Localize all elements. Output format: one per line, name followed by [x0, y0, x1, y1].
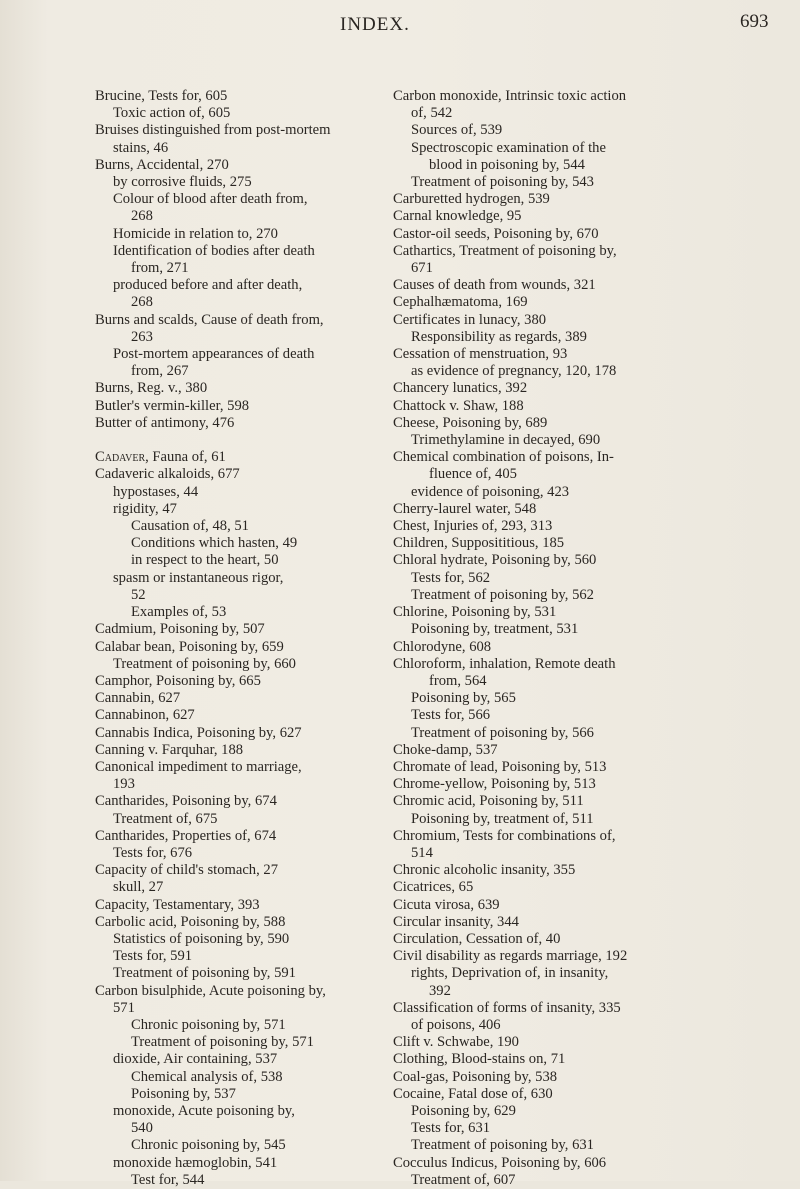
- index-subentry: in respect to the heart, 50: [131, 552, 279, 569]
- index-entry: Civil disability as regards marriage, 192: [393, 948, 628, 965]
- index-subentry: as evidence of pregnancy, 120, 178: [411, 363, 617, 380]
- index-subentry: Trimethylamine in decayed, 690: [411, 432, 601, 449]
- index-subentry: 268: [131, 208, 153, 225]
- index-subentry: Treatment of poisoning by, 631: [411, 1137, 594, 1154]
- index-entry: Chrome-yellow, Poisoning by, 513: [393, 776, 596, 793]
- index-subentry: Treatment of poisoning by, 660: [113, 655, 296, 672]
- index-subentry: monoxide hæmoglobin, 541: [113, 1154, 278, 1171]
- index-entry: Certificates in lunacy, 380: [393, 311, 547, 328]
- index-entry: Chromate of lead, Poisoning by, 513: [393, 758, 607, 775]
- index-subentry: Toxic action of, 605: [113, 105, 231, 122]
- index-entry: Circulation, Cessation of, 40: [393, 930, 561, 947]
- index-entry: Cicuta virosa, 639: [393, 896, 500, 913]
- index-subentry: Treatment of poisoning by, 562: [411, 586, 594, 603]
- index-subentry: Treatment of, 607: [411, 1171, 516, 1188]
- index-subentry: 671: [411, 260, 433, 277]
- index-entry: Burns and scalds, Cause of death from,: [95, 311, 324, 328]
- index-entry: Castor-oil seeds, Poisoning by, 670: [393, 225, 599, 242]
- index-subentry: skull, 27: [113, 879, 164, 896]
- index-entry: Chancery lunatics, 392: [393, 380, 528, 397]
- index-subentry: Colour of blood after death from,: [113, 191, 308, 208]
- index-entry: Burns, Reg. v., 380: [95, 380, 208, 397]
- index-entry: Calabar bean, Poisoning by, 659: [95, 638, 284, 655]
- index-entry: Circular insanity, 344: [393, 913, 519, 930]
- index-entry: Chronic alcoholic insanity, 355: [393, 862, 576, 879]
- index-subentry: from, 267: [131, 363, 189, 380]
- index-subentry: Chronic poisoning by, 545: [131, 1137, 286, 1154]
- page-header: [0, 10, 800, 50]
- index-entry: Choke-damp, 537: [393, 741, 498, 758]
- index-entry: Carbon monoxide, Intrinsic toxic action: [393, 88, 627, 104]
- running-title: INDEX.: [340, 14, 410, 35]
- index-entry: Cocculus Indicus, Poisoning by, 606: [393, 1154, 607, 1171]
- index-subentry: Tests for, 676: [113, 844, 193, 861]
- index-subentry: Examples of, 53: [131, 604, 227, 621]
- index-entry: Canonical impediment to marriage,: [95, 758, 302, 775]
- index-entry: Cantharides, Properties of, 674: [95, 827, 277, 844]
- index-entry: Cannabis Indica, Poisoning by, 627: [95, 724, 302, 741]
- index-subentry: 514: [411, 844, 433, 861]
- index-entry: Chloral hydrate, Poisoning by, 560: [393, 552, 597, 569]
- index-entry: Cherry-laurel water, 548: [393, 500, 537, 517]
- index-subentry: 571: [113, 999, 135, 1016]
- index-subentry: Spectroscopic examination of the: [411, 139, 606, 156]
- index-entry: [95, 432, 383, 449]
- index-subentry: Chronic poisoning by, 571: [131, 1016, 286, 1033]
- index-entry: Chloroform, inhalation, Remote death: [393, 655, 616, 672]
- index-subentry: Poisoning by, 537: [131, 1085, 236, 1102]
- index-subentry: from, 271: [131, 260, 189, 277]
- index-subentry: Conditions which hasten, 49: [131, 535, 298, 552]
- index-subentry: dioxide, Air containing, 537: [113, 1051, 278, 1068]
- index-subentry: Test for, 544: [131, 1171, 205, 1188]
- index-entry: Coal-gas, Poisoning by, 538: [393, 1068, 558, 1085]
- index-entry: Cannabinon, 627: [95, 707, 195, 724]
- index-entry: Capacity of child's stomach, 27: [95, 862, 278, 879]
- index-entry: Cicatrices, 65: [393, 879, 474, 896]
- index-subentry: Poisoning by, treatment, 531: [411, 621, 579, 638]
- index-entry: Cessation of menstruation, 93: [393, 346, 568, 363]
- index-subentry: rigidity, 47: [113, 500, 177, 517]
- index-subentry: Homicide in relation to, 270: [113, 225, 278, 242]
- index-subentry: Tests for, 631: [411, 1120, 491, 1137]
- index-entry: Carnal knowledge, 95: [393, 208, 522, 225]
- index-subentry: stains, 46: [113, 139, 169, 156]
- index-entry: Children, Supposititious, 185: [393, 535, 565, 552]
- index-entry: Causes of death from wounds, 321: [393, 277, 596, 294]
- index-subentry: 392: [429, 982, 451, 999]
- index-subentry: blood in poisoning by, 544: [429, 156, 585, 173]
- index-subentry: of, 542: [411, 105, 453, 122]
- index-subentry: monoxide, Acute poisoning by,: [113, 1102, 295, 1119]
- index-subentry: Treatment of poisoning by, 543: [411, 174, 594, 191]
- index-entry: Canning v. Farquhar, 188: [95, 741, 244, 758]
- index-entry: Cheese, Poisoning by, 689: [393, 414, 548, 431]
- index-entry: Cadmium, Poisoning by, 507: [95, 621, 265, 638]
- index-entry: Clift v. Schwabe, 190: [393, 1034, 519, 1051]
- index-entry: Clothing, Blood-stains on, 71: [393, 1051, 566, 1068]
- index-entry: Brucine, Tests for, 605: [95, 88, 228, 104]
- index-subentry: produced before and after death,: [113, 277, 303, 294]
- index-entry: Classification of forms of insanity, 335: [393, 999, 621, 1016]
- section-heading-word: Cadaver: [95, 449, 146, 466]
- index-subentry: Poisoning by, 565: [411, 690, 516, 707]
- index-subentry: 52: [131, 586, 146, 603]
- index-entry: Burns, Accidental, 270: [95, 156, 229, 173]
- index-entry: Chromium, Tests for combinations of,: [393, 827, 616, 844]
- index-entry: Cadaver, Fauna of, 61: [95, 449, 226, 466]
- index-column-left: [95, 88, 383, 1189]
- index-entry: Chlorodyne, 608: [393, 638, 492, 655]
- index-entry: Butter of antimony, 476: [95, 414, 235, 431]
- index-subentry: Treatment of, 675: [113, 810, 218, 827]
- page-number: 693: [740, 11, 769, 32]
- index-subentry: spasm or instantaneous rigor,: [113, 569, 284, 586]
- index-entry: Carburetted hydrogen, 539: [393, 191, 550, 208]
- index-entry: Chest, Injuries of, 293, 313: [393, 518, 553, 535]
- index-entry: Cannabin, 627: [95, 690, 181, 707]
- index-subentry: rights, Deprivation of, in insanity,: [411, 965, 609, 982]
- index-entry: Chlorine, Poisoning by, 531: [393, 604, 557, 621]
- index-subentry: 540: [131, 1120, 153, 1137]
- index-subentry: Treatment of poisoning by, 566: [411, 724, 594, 741]
- index-subentry: Causation of, 48, 51: [131, 518, 249, 535]
- index-subentry: Poisoning by, treatment of, 511: [411, 810, 594, 827]
- index-subentry: Post-mortem appearances of death: [113, 346, 315, 363]
- index-subentry: 268: [131, 294, 153, 311]
- index-entry: Cephalhæmatoma, 169: [393, 294, 528, 311]
- index-entry: Cadaveric alkaloids, 677: [95, 466, 240, 483]
- index-entry: Cocaine, Fatal dose of, 630: [393, 1085, 553, 1102]
- index-subentry: Sources of, 539: [411, 122, 503, 139]
- index-subentry: Treatment of poisoning by, 571: [131, 1034, 314, 1051]
- index-column-right: [393, 88, 758, 1189]
- index-subentry: from, 564: [429, 672, 487, 689]
- index-subentry: 263: [131, 328, 153, 345]
- index-subentry: Statistics of poisoning by, 590: [113, 930, 290, 947]
- index-entry: Butler's vermin-killer, 598: [95, 397, 250, 414]
- index-entry: Capacity, Testamentary, 393: [95, 896, 260, 913]
- index-entry: Chattock v. Shaw, 188: [393, 397, 524, 414]
- index-subentry: Poisoning by, 629: [411, 1102, 516, 1119]
- index-subentry: Identification of bodies after death: [113, 242, 315, 259]
- index-entry: Carbolic acid, Poisoning by, 588: [95, 913, 286, 930]
- index-subentry: of poisons, 406: [411, 1016, 501, 1033]
- index-subentry: fluence of, 405: [429, 466, 517, 483]
- index-subentry: Treatment of poisoning by, 591: [113, 965, 296, 982]
- index-subentry: Chemical analysis of, 538: [131, 1068, 283, 1085]
- index-subentry: hypostases, 44: [113, 483, 199, 500]
- index-subentry: Responsibility as regards, 389: [411, 328, 587, 345]
- index-subentry: evidence of poisoning, 423: [411, 483, 570, 500]
- index-subentry: Tests for, 591: [113, 948, 193, 965]
- index-entry: Cathartics, Treatment of poisoning by,: [393, 242, 617, 259]
- index-entry: Cantharides, Poisoning by, 674: [95, 793, 277, 810]
- index-entry: Camphor, Poisoning by, 665: [95, 672, 261, 689]
- index-subentry: by corrosive fluids, 275: [113, 174, 252, 191]
- index-subentry: Tests for, 562: [411, 569, 491, 586]
- index-entry: Chemical combination of poisons, In-: [393, 449, 614, 466]
- index-entry: Chromic acid, Poisoning by, 511: [393, 793, 584, 810]
- index-subentry: 193: [113, 776, 135, 793]
- index-subentry: Tests for, 566: [411, 707, 491, 724]
- index-entry: Bruises distinguished from post-mortem: [95, 122, 331, 139]
- index-entry: Carbon bisulphide, Acute poisoning by,: [95, 982, 326, 999]
